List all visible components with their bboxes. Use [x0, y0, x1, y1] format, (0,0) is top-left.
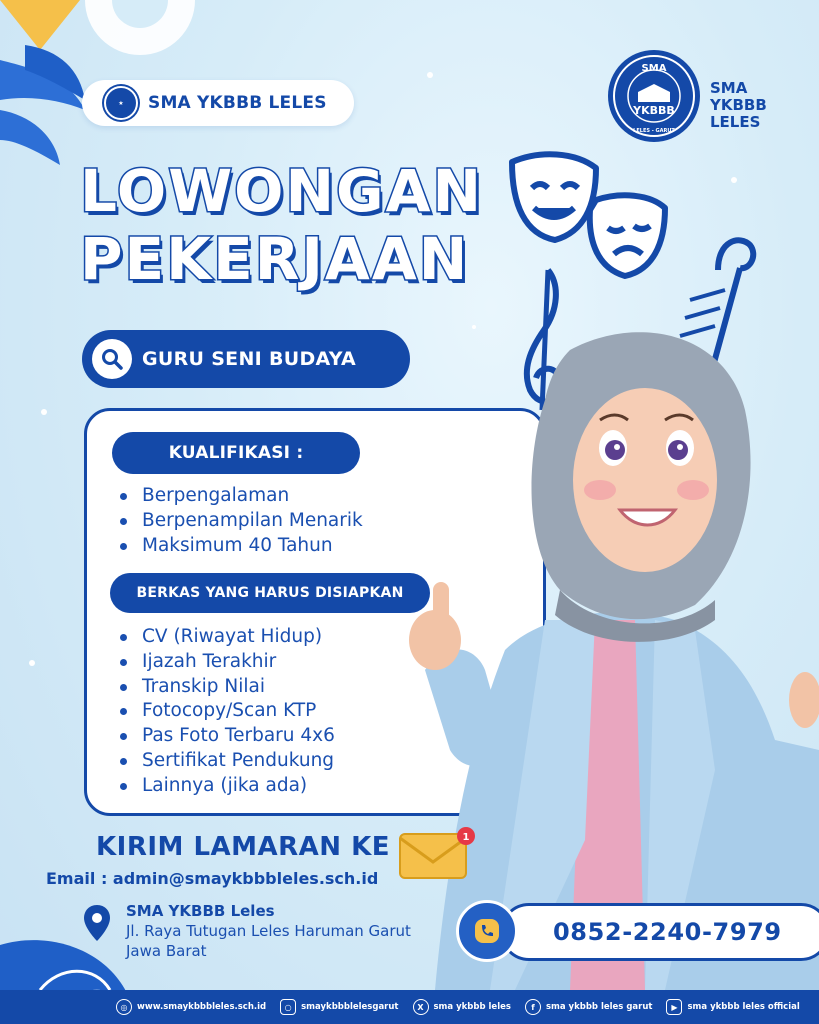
- envelope-badge: 1: [462, 832, 470, 843]
- search-icon: [92, 339, 132, 379]
- footer-x[interactable]: X sma ykbbb leles: [413, 999, 511, 1015]
- list-item: Transkip Nilai: [118, 675, 335, 700]
- phone-pill: [500, 903, 819, 961]
- documents-title: BERKAS YANG HARUS DISIAPKAN: [110, 573, 430, 613]
- youtube-icon: ▶: [666, 999, 682, 1015]
- logo-side-text: [710, 80, 767, 131]
- list-item-continuation: Lainnya (jika ada): [118, 774, 335, 799]
- list-item: Ijazah Terakhir: [118, 650, 335, 675]
- footer-youtube[interactable]: ▶ sma ykbbb leles official: [666, 999, 799, 1015]
- headline-line-2: PEKERJAAN: [80, 225, 470, 293]
- logo-ring-top: SMA: [641, 63, 667, 74]
- logo-side-line-2: YKBBB: [710, 96, 767, 114]
- list-item: Pas Foto Terbaru 4x6: [118, 724, 335, 749]
- logo-side-line-3: LELES: [710, 113, 761, 131]
- documents-list: [118, 625, 335, 799]
- logo-ring-center: YKBBB: [633, 104, 675, 117]
- logo-side-line-1: SMA: [710, 79, 748, 97]
- location-pin-icon: [82, 903, 112, 943]
- send-application-title: KIRIM LAMARAN KE: [96, 832, 390, 862]
- school-emblem-icon: ★: [104, 86, 138, 120]
- footer-bar: [0, 990, 819, 1024]
- school-logo: [606, 48, 702, 144]
- globe-icon: ◎: [116, 999, 132, 1015]
- qualifications-title: KUALIFIKASI :: [112, 432, 360, 474]
- footer-instagram[interactable]: ○ smaykbbblelesgarut: [280, 999, 398, 1015]
- list-item: Maksimum 40 Tahun: [118, 534, 363, 559]
- brand-pill: [82, 80, 354, 126]
- email-line: Email : admin@smaykbbbleles.sch.id: [46, 869, 379, 888]
- address-line-1: Jl. Raya Tutugan Leles Haruman Garut: [126, 922, 411, 940]
- footer-website[interactable]: ◎ www.smaykbbbleles.sch.id: [116, 999, 266, 1015]
- list-item: Berpenampilan Menarik: [118, 509, 363, 534]
- position-label: GURU SENI BUDAYA: [142, 348, 356, 370]
- list-item: Sertifikat Pendukung: [118, 749, 335, 774]
- address-line-2: Jawa Barat: [126, 942, 207, 960]
- list-item: Fotocopy/Scan KTP: [118, 699, 335, 724]
- headline-line-1: LOWONGAN: [80, 157, 484, 225]
- envelope-icon: [398, 826, 476, 884]
- x-icon: X: [413, 999, 429, 1015]
- logo-ring-bottom: LELES - GARUT: [633, 128, 675, 134]
- position-pill: [82, 330, 410, 388]
- phone-icon: [456, 900, 518, 962]
- instagram-icon: ○: [280, 999, 296, 1015]
- list-item: Berpengalaman: [118, 484, 363, 509]
- footer-facebook[interactable]: f sma ykbbb leles garut: [525, 999, 653, 1015]
- qualifications-list: [118, 484, 363, 558]
- brand-name: SMA YKBBB LELES: [148, 93, 327, 113]
- address-name: SMA YKBBB Leles: [126, 902, 275, 920]
- character-illustration: [395, 320, 819, 990]
- facebook-icon: f: [525, 999, 541, 1015]
- phone-number: 0852-2240-7979: [553, 918, 782, 946]
- list-item: CV (Riwayat Hidup): [118, 625, 335, 650]
